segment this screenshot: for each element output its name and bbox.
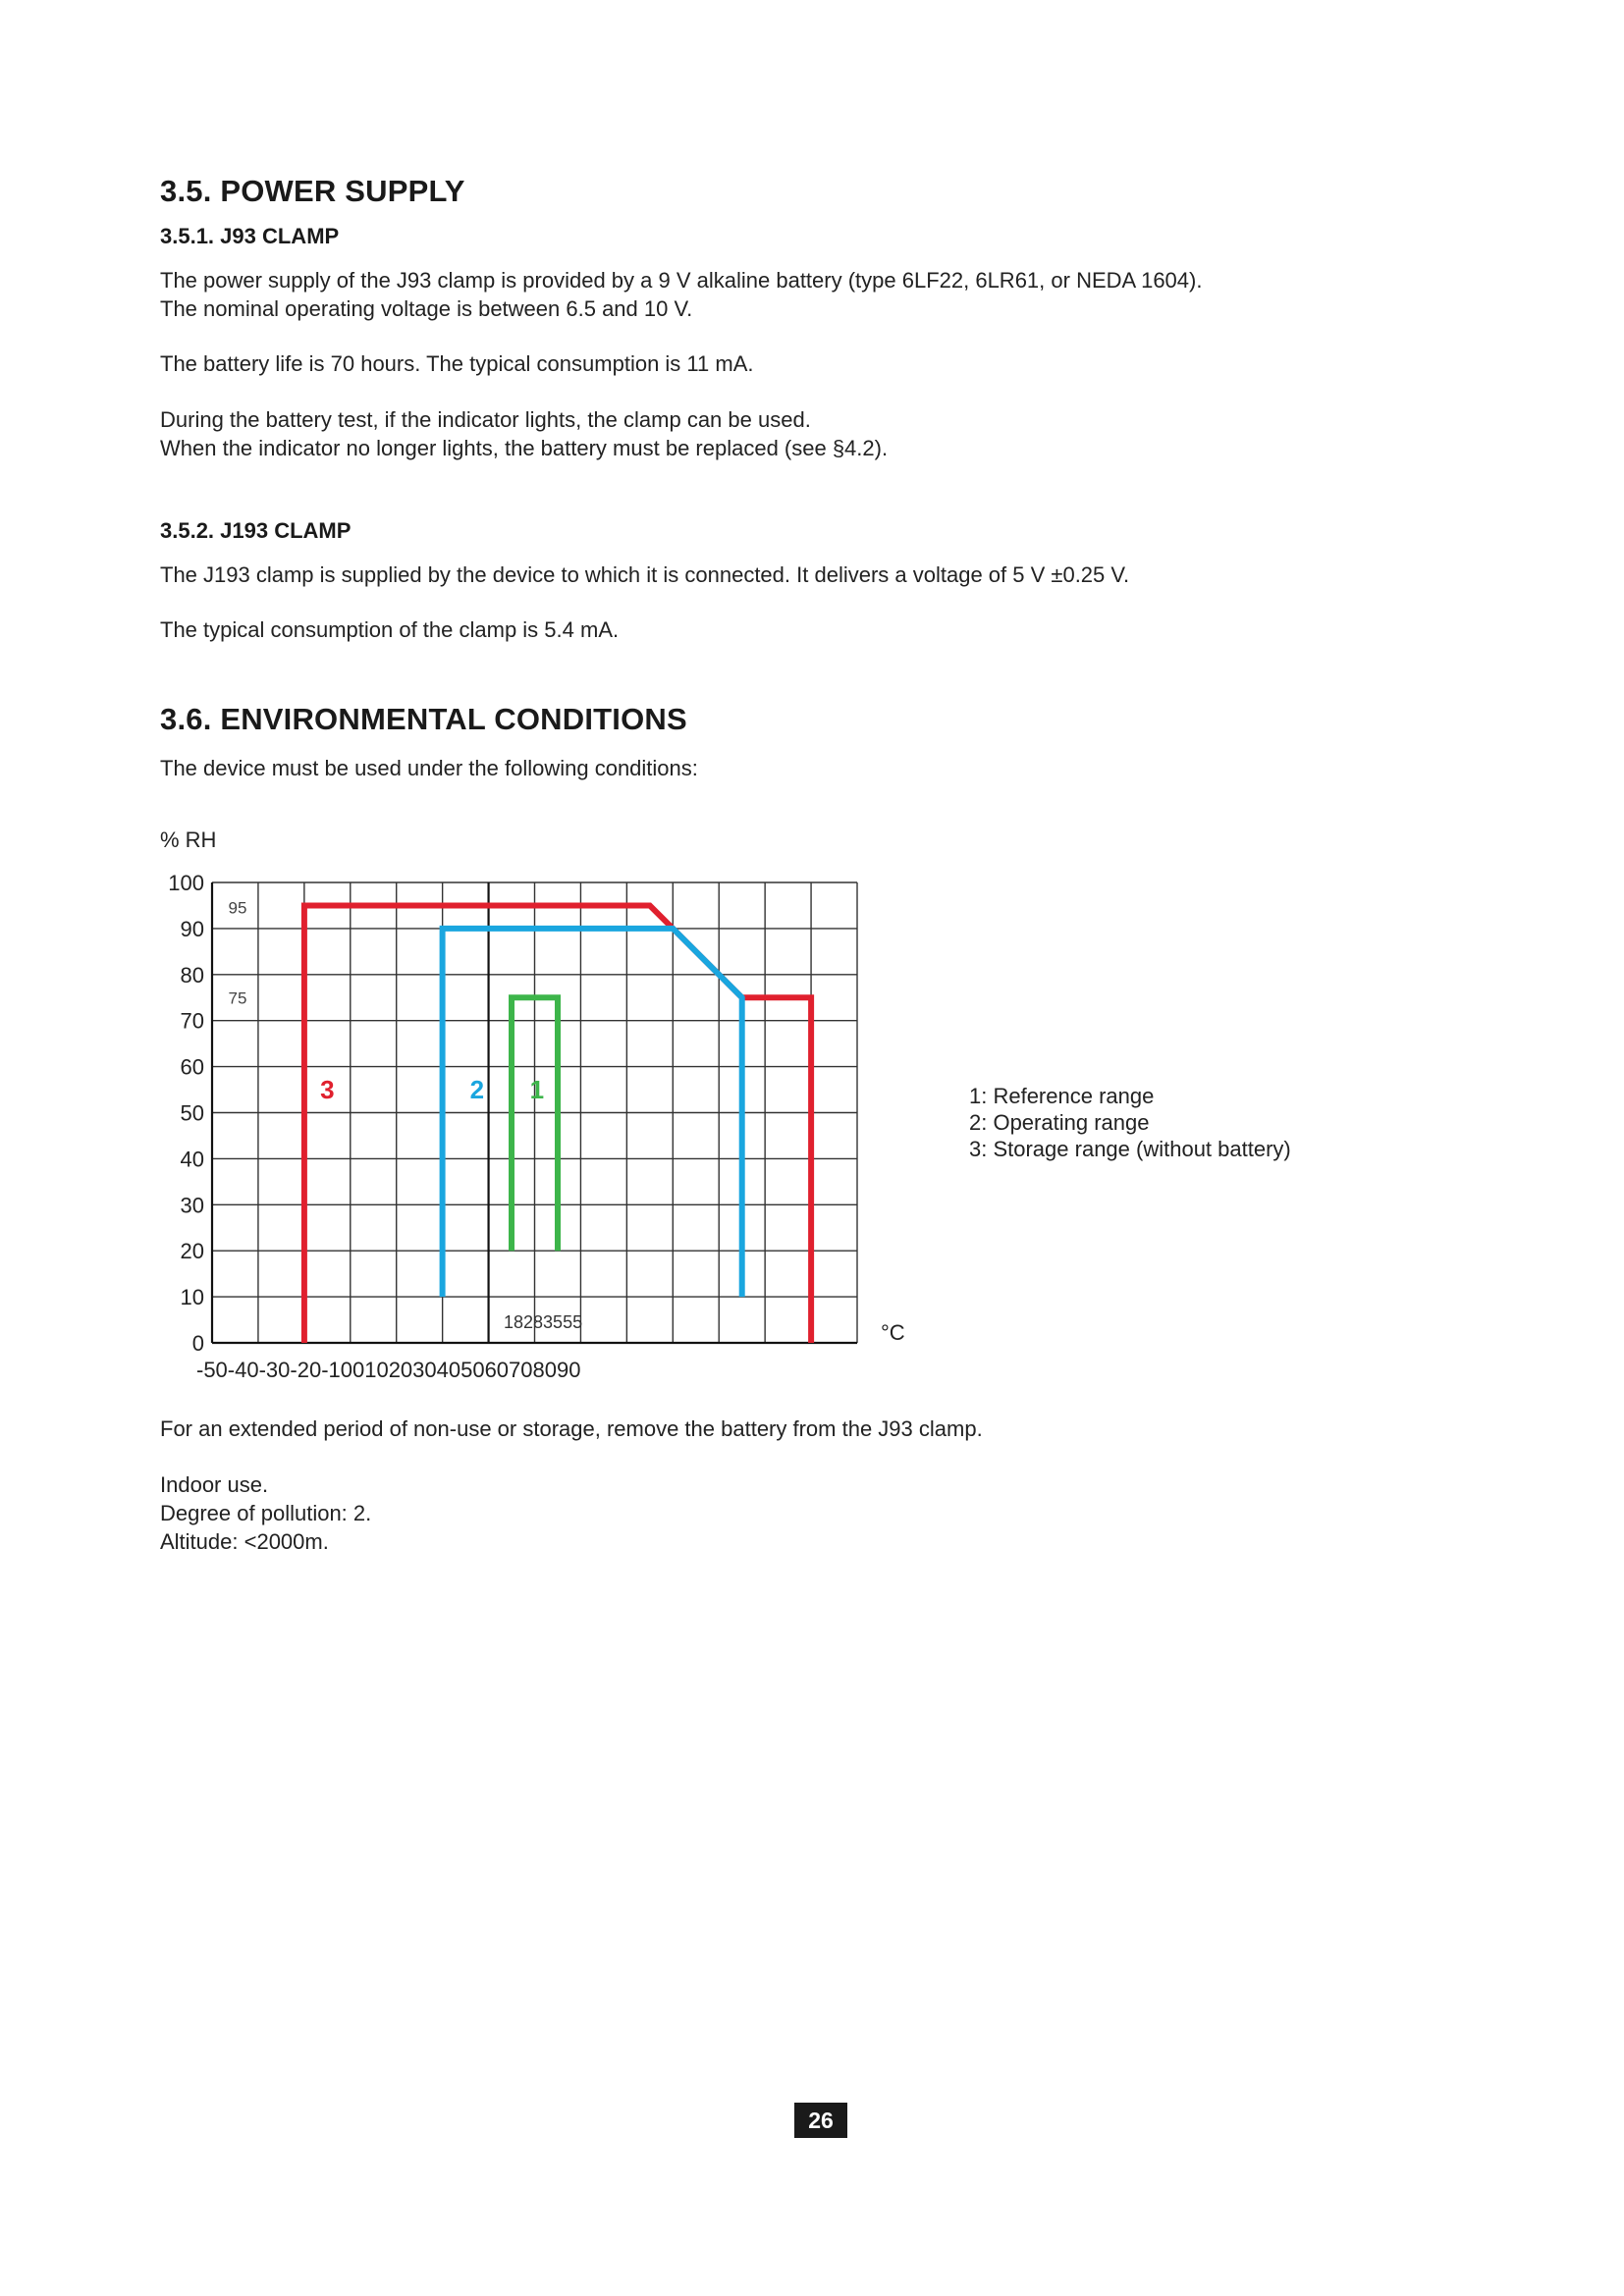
y-tick-label: 0 bbox=[191, 1331, 204, 1356]
j193-paragraph-line: The typical consumption of the clamp is 5.4 mA. bbox=[160, 617, 620, 642]
legend-item: 3: Storage range (without battery) bbox=[969, 1137, 1291, 1161]
range-3-label: 3 bbox=[320, 1075, 335, 1105]
y-tick-label: 40 bbox=[180, 1147, 204, 1172]
y-axis-title: % RH bbox=[160, 828, 217, 852]
j93-paragraph-line: During the battery test, if the indicator lights, the clamp can be used. bbox=[160, 407, 811, 432]
y-tick-label: 50 bbox=[180, 1100, 204, 1126]
range-1-label: 1 bbox=[529, 1075, 545, 1105]
section-title-power-supply: 3.5. POWER SUPPLY bbox=[160, 174, 465, 208]
y-tick-label: 10 bbox=[180, 1285, 204, 1310]
x-axis-unit: °C bbox=[881, 1320, 905, 1345]
subsection-title-j193: 3.5.2. J193 CLAMP bbox=[160, 518, 352, 543]
j93-paragraph-line: The nominal operating voltage is between 6.5 and 10 V. bbox=[160, 296, 693, 321]
j93-paragraph-line: When the indicator no longer lights, the battery must be replaced (see §4.2). bbox=[160, 436, 889, 460]
y-tick-label: 80 bbox=[180, 962, 204, 988]
y-tick-label: 30 bbox=[180, 1193, 204, 1218]
y-tick-label: 100 bbox=[168, 871, 204, 895]
j93-paragraph-line: The battery life is 70 hours. The typical consumption is 11 mA. bbox=[160, 351, 754, 376]
x-marker-labels: 18283555 bbox=[504, 1312, 583, 1332]
pollution-degree-note: Degree of pollution: 2. bbox=[160, 1501, 372, 1525]
environment-intro: The device must be used under the following conditions: bbox=[160, 756, 698, 780]
x-tick-labels: -50-40-30-20-100102030405060708090 bbox=[196, 1358, 581, 1382]
y-tick-label: 90 bbox=[180, 916, 204, 941]
legend-item: 2: Operating range bbox=[969, 1110, 1150, 1135]
y-tick-label: 70 bbox=[180, 1008, 204, 1034]
section-title-environmental-conditions: 3.6. ENVIRONMENTAL CONDITIONS bbox=[160, 702, 687, 736]
chart-series bbox=[304, 906, 811, 1344]
altitude-note: Altitude: <2000m. bbox=[160, 1529, 329, 1554]
subsection-title-j93: 3.5.1. J93 CLAMP bbox=[160, 224, 340, 248]
legend-item: 1: Reference range bbox=[969, 1084, 1155, 1108]
j93-paragraph-line: The power supply of the J93 clamp is provided by a 9 V alkaline battery (type 6LF22, 6LR61, or NEDA 1604). bbox=[160, 268, 1203, 293]
storage-note: For an extended period of non-use or storage, remove the battery from the J93 clamp. bbox=[160, 1416, 983, 1441]
y-tick-label: 20 bbox=[180, 1239, 204, 1264]
j193-paragraph-line: The J193 clamp is supplied by the device to which it is connected. It delivers a voltage of 5 V ±0.25 V. bbox=[160, 562, 1130, 587]
page-number: 26 bbox=[794, 2103, 847, 2138]
y-extra-label: 95 bbox=[228, 898, 247, 918]
chart-labels bbox=[160, 828, 1291, 1382]
range-2-label: 2 bbox=[469, 1075, 485, 1105]
indoor-use-note: Indoor use. bbox=[160, 1472, 269, 1497]
chart-grid bbox=[212, 882, 857, 1343]
y-tick-label: 60 bbox=[180, 1054, 204, 1080]
y-extra-label: 75 bbox=[228, 988, 247, 1008]
